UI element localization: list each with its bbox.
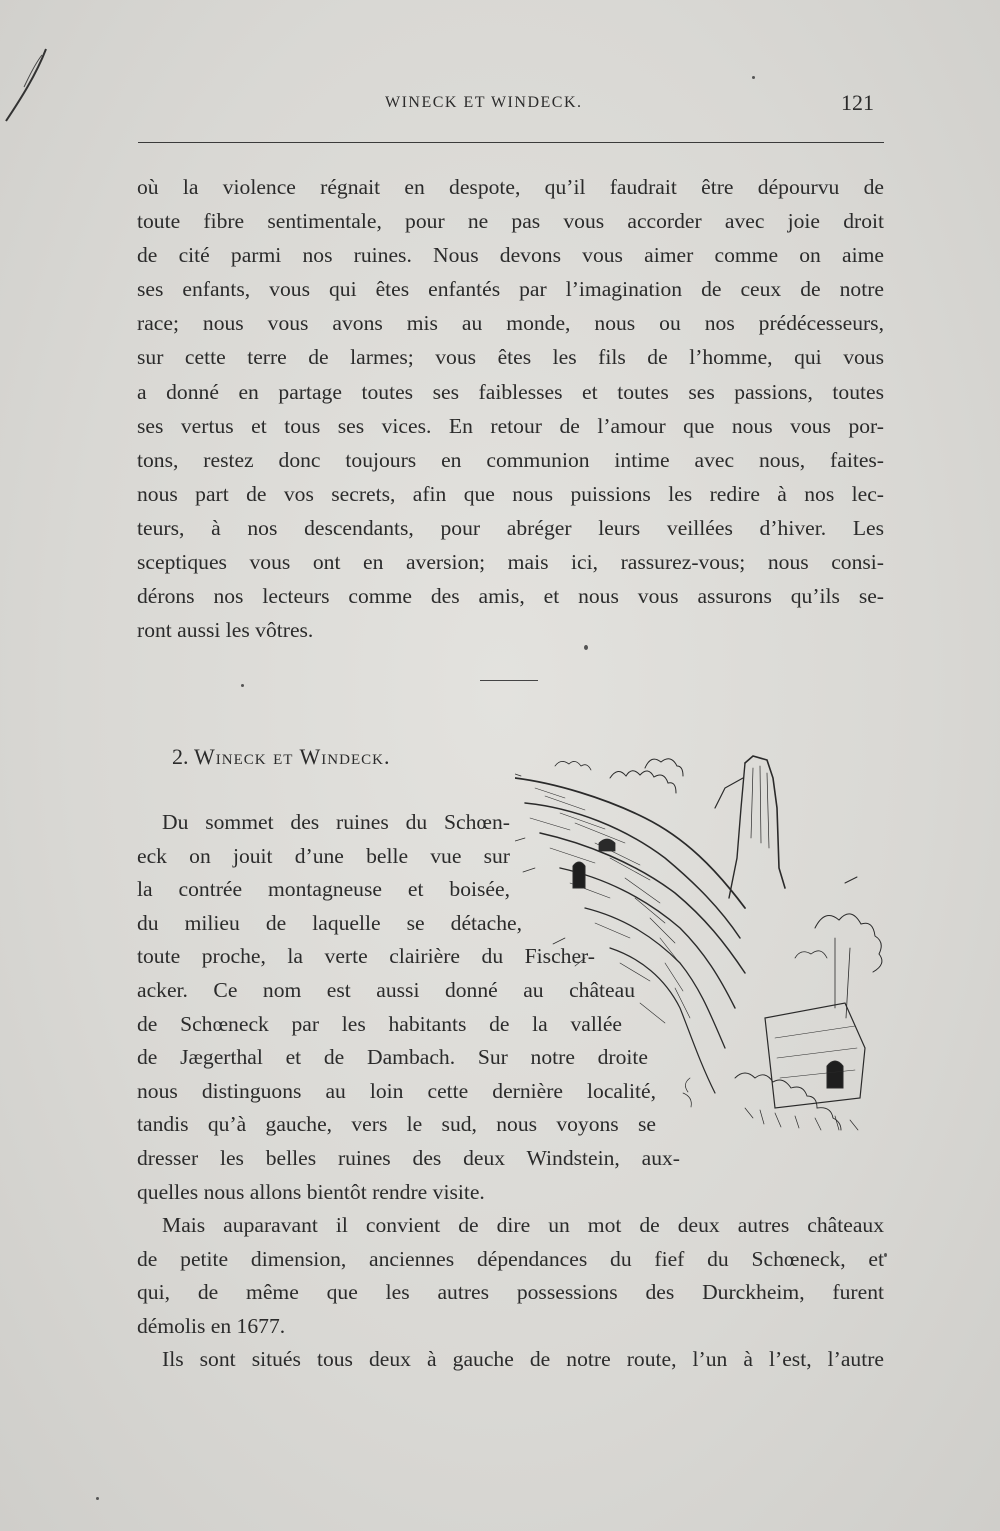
text-line: dérons nos lecteurs comme des amis, et nous vous assurons qu’ils se- [137,584,884,609]
header-rule [138,142,884,143]
text-line: sceptiques vous ont en aversion; mais ici, rassurez-vous; nous consi- [137,550,884,575]
paragraph-chateaux [137,1209,884,1377]
text-line: Ils sont situés tous deux à gauche de notre route, l’un à l’est, l’autre [162,1347,884,1372]
castle-ruin-engraving [515,748,885,1148]
text-line: acker. Ce nom est aussi donné au château [137,977,635,1002]
ink-speck [241,684,244,687]
text-line: qui, de même que les autres possessions des Durckheim, furent [137,1280,884,1305]
text-line: tons, restez donc toujours en communion intime avec nous, faites- [137,447,884,472]
text-line: Du sommet des ruines du Schœn- [162,810,510,834]
section-divider [480,680,538,681]
text-line: Mais auparavant il convient de dire un mot de deux autres châteaux [162,1213,884,1237]
ink-speck [584,645,588,650]
text-line: eck on jouit d’une belle vue sur [137,843,510,868]
text-line: sur cette terre de larmes; vous êtes les fils de l’homme, qui vous [137,345,884,370]
ink-speck [752,76,755,79]
text-line: où la violence régnait en despote, qu’il faudrait être dépourvu de [137,175,884,199]
page-number: 121 [841,90,874,115]
text-line: la contrée montagneuse et boisée, [137,877,510,902]
text-line: toute proche, la verte clairière du Fischer- [137,944,595,969]
text-line: démolis en 1677. [137,1313,286,1338]
text-line: du milieu de laquelle se détache, [137,910,522,935]
ink-speck [884,1253,887,1257]
paragraph-continuation [137,170,884,647]
text-line: quelles nous allons bientôt rendre visite. [137,1179,485,1204]
text-line: toute fibre sentimentale, pour ne pas vous accorder avec joie droit [137,209,884,234]
running-head [0,92,1000,122]
text-line: de Jægerthal et de Dambach. Sur notre droite [137,1045,648,1070]
text-line: tandis qu’à gauche, vers le sud, nous voyons se [137,1112,656,1137]
text-line: nous part de vos secrets, afin que nous puissions les redire à nos lec- [137,481,884,506]
ink-speck [96,1497,99,1500]
text-line: teurs, à nos descendants, pour abréger leurs veillées d’hiver. Les [137,515,884,540]
text-line: de cité parmi nos ruines. Nous devons vous aimer comme on aime [137,243,884,268]
text-line: nous distinguons au loin cette dernière localité, [137,1078,656,1103]
text-line: ses enfants, vous qui êtes enfantés par l’imagination de ceux de notre [137,277,884,302]
text-line: a donné en partage toutes ses faiblesses et toutes ses passions, toutes [137,379,884,404]
text-line: dresser les belles ruines des deux Windstein, aux- [137,1145,680,1170]
text-line: ront aussi les vôtres. [137,618,314,643]
text-line: race; nous vous avons mis au monde, nous ou nos prédécesseurs, [137,311,884,336]
text-line: ses vertus et tous ses vices. En retour de l’amour que nous vous por- [137,413,884,438]
section-title: Wineck et Windeck. [194,744,391,769]
section-heading [172,744,390,770]
section-number: 2. [172,744,189,769]
running-title: WINECK ET WINDECK. [385,94,583,111]
text-line: de Schœneck par les habitants de la vallée [137,1011,622,1036]
text-line: de petite dimension, anciennes dépendances du fief du Schœneck, et [137,1246,884,1271]
